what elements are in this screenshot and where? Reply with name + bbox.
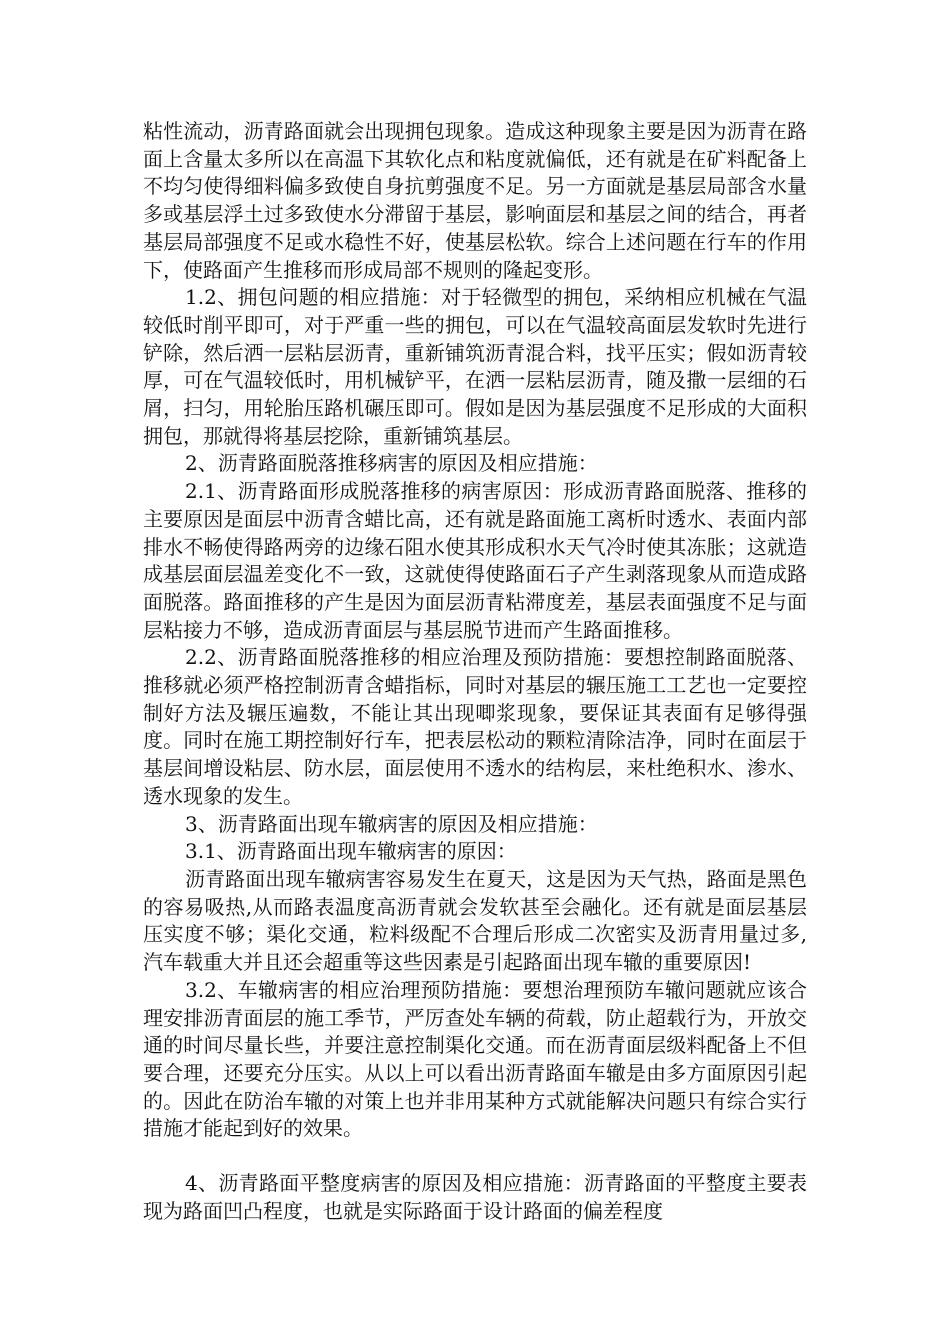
paragraph-4: 4、沥青路面平整度病害的原因及相应措施：沥青路面的平整度主要表现为路面凹凸程度，也就是实际路面于设计路面的偏差程度 <box>143 1171 807 1223</box>
heading-3: 3、沥青路面出现车辙病害的原因及相应措施： <box>185 811 598 836</box>
paragraph-1-2: 1.2、拥包问题的相应措施：对于轻微型的拥包，采纳相应机械在气温较低时削平即可，对于严重一些的拥包，可以在气温较高面层发软时先进行铲除，然后洒一层粘层沥青，重新铺筑沥青混合料，找平压实；假如沥青较厚，可在气温较低时，用机械铲平，在洒一层粘层沥青，随及撒一层细的石屑，扫匀，用轮胎压路机碾压即可。假如是因为基层强度不足形成的大面积拥包，那就得将基层挖除，重新铺筑基层。 <box>143 285 807 448</box>
paragraph-3-1-body: 沥青路面出现车辙病害容易发生在夏天，这是因为天气热，路面是黑色的容易吸热,从而路表温度高沥青就会发软甚至会融化。还有就是面层基层压实度不够；渠化交通，粒料级配不合理后形成二次密实及沥青用量过多,汽车载重大并且还会超重等这些因素是引起路面出现车辙的重要原因! <box>143 866 807 975</box>
document-page <box>143 118 807 1225</box>
heading-2: 2、沥青路面脱落推移病害的原因及相应措施： <box>185 451 598 476</box>
paragraph-continuation: 粘性流动，沥青路面就会出现拥包现象。造成这种现象主要是因为沥青在路面上含量太多所以在高温下其软化点和粘度就偏低，还有就是在矿料配备上不均匀使得细料偏多致使自身抗剪强度不足。另一方面就是基层局部含水量多或基层浮土过多致使水分滞留于基层，影响面层和基层之间的结合，再者基层局部强度不足或水稳性不好，使基层松软。综合上述问题在行车的作用下，使路面产生推移而形成局部不规则的隆起变形。 <box>143 119 807 282</box>
paragraph-3-2: 3.2、车辙病害的相应治理预防措施：要想治理预防车辙问题就应该合理安排沥青面层的施工季节，严厉查处车辆的荷载，防止超载行为，开放交通的时间尽量长些，并要注意控制渠化交通。而在沥青面层级料配备上不但要合理，还要充分压实。从以上可以看出沥青路面车辙是由多方面原因引起的。因此在防治车辙的对策上也并非用某种方式就能解决问题只有综合实行措施才能起到好的效果。 <box>143 977 807 1141</box>
paragraph-2-1: 2.1、沥青路面形成脱落推移的病害原因：形成沥青路面脱落、推移的主要原因是面层中沥青含蜡比高，还有就是路面施工离析时透水、表面内部排水不畅使得路两旁的边缘石阻水使其形成积水天气冷时使其冻胀；这就造成基层面层温差变化不一致，这就使得使路面石子产生剥落现象从而造成路面脱落。路面推移的产生是因为面层沥青粘滞度差，基层表面强度不足与面层粘接力不够，造成沥青面层与基层脱节进而产生路面推移。 <box>143 479 807 642</box>
heading-3-1: 3.1、沥青路面出现车辙病害的原因： <box>185 839 517 864</box>
paragraph-gap <box>143 1143 807 1170</box>
paragraph-2-2: 2.2、沥青路面脱落推移的相应治理及预防措施：要想控制路面脱落、推移就必须严格控制沥青含蜡指标，同时对基层的辗压施工工艺也一定要控制好方法及辗压遍数，不能让其出现唧浆现象，要保证其表面有足够得强度。同时在施工期控制好行车，把表层松动的颗粒清除洁净，同时在面层于基层间增设粘层、防水层，面层使用不透水的结构层，来杜绝积水、渗水、透水现象的发生。 <box>143 645 807 808</box>
